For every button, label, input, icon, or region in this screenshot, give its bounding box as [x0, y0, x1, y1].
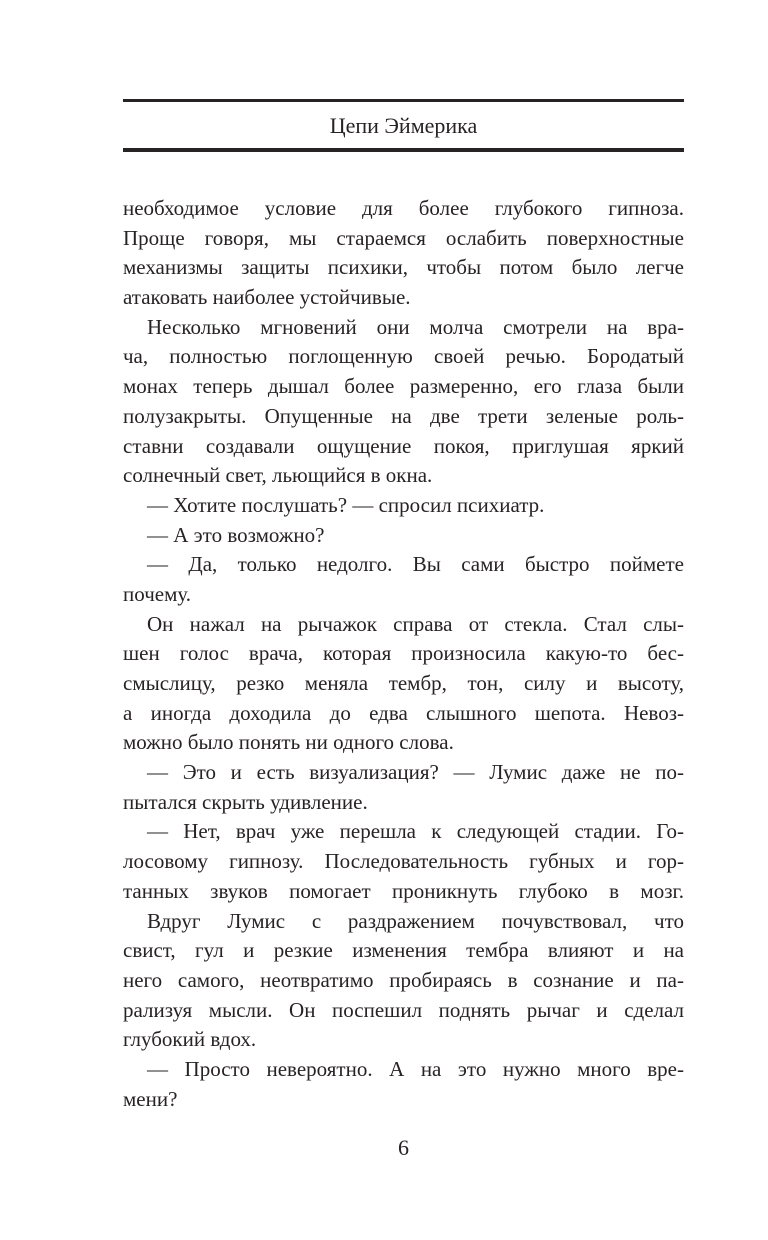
text-line: Вдруг Лумис с раздражением почувствовал, что	[147, 908, 684, 933]
text-line: необходимое условие для более глубокого гипноза.	[123, 196, 684, 220]
text-line: мени?	[123, 1086, 178, 1111]
text-line: — Просто невероятно. А на это нужно много вре-	[147, 1056, 684, 1081]
text-line: монах теперь дышал более размеренно, его глаза были	[123, 374, 684, 399]
body-text	[123, 194, 684, 1114]
text-line: — Да, только недолго. Вы сами быстро поймете	[147, 552, 684, 577]
running-title: Цепи Эймерика	[329, 113, 478, 138]
text-line: можно было понять ни одного слова.	[123, 730, 454, 755]
text-line: танных звуков помогает проникнуть глубоко в мозг.	[123, 878, 684, 903]
text-line: лосовому гипнозу. Последовательность губных и гор-	[123, 849, 684, 874]
text-line: — А это возможно?	[147, 522, 325, 547]
text-line: Он нажал на рычажок справа от стекла. Стал слы-	[147, 611, 684, 636]
text-line: свист, гул и резкие изменения тембра влияют и на	[123, 938, 684, 963]
text-line: — Это и есть визуализация? — Лумис даже не по-	[147, 760, 684, 785]
text-line: ставни создавали ощущение покоя, приглушая яркий	[123, 433, 684, 458]
text-line: глубокий вдох.	[123, 1027, 257, 1052]
text-line: шен голос врача, которая произносила какую-то бес-	[123, 641, 684, 666]
text-line: полузакрыты. Опущенные на две трети зеленые роль-	[123, 403, 684, 428]
text-line: а иногда доходила до едва слышного шепота. Невоз-	[123, 700, 684, 725]
header-rule-top	[123, 99, 684, 102]
page-number: 6	[398, 1135, 409, 1160]
text-line: — Нет, врач уже перешла к следующей стадии. Го-	[147, 819, 684, 844]
text-line: почему.	[123, 581, 192, 606]
text-line: механизмы защиты психики, чтобы потом было легче	[123, 255, 684, 280]
header-rule-bottom	[123, 148, 684, 152]
text-line: Проще говоря, мы стараемся ослабить поверхностные	[123, 225, 684, 250]
text-line: рализуя мысли. Он поспешил поднять рычаг и сделал	[123, 997, 684, 1022]
text-line: Несколько мгновений они молча смотрели на вра-	[147, 314, 684, 339]
text-line: солнечный свет, льющийся в окна.	[123, 463, 433, 488]
text-line: пытался скрыть удивление.	[123, 789, 368, 814]
text-line: — Хотите послушать? — спросил психиатр.	[147, 492, 545, 517]
text-line: ча, полностью поглощенную своей речью. Бородатый	[123, 344, 684, 369]
text-line: атаковать наиболее устойчивые.	[123, 285, 411, 310]
text-line: него самого, неотвратимо пробираясь в сознание и па-	[123, 967, 684, 992]
text-line: смыслицу, резко меняла тембр, тон, силу и высоту,	[123, 671, 684, 695]
